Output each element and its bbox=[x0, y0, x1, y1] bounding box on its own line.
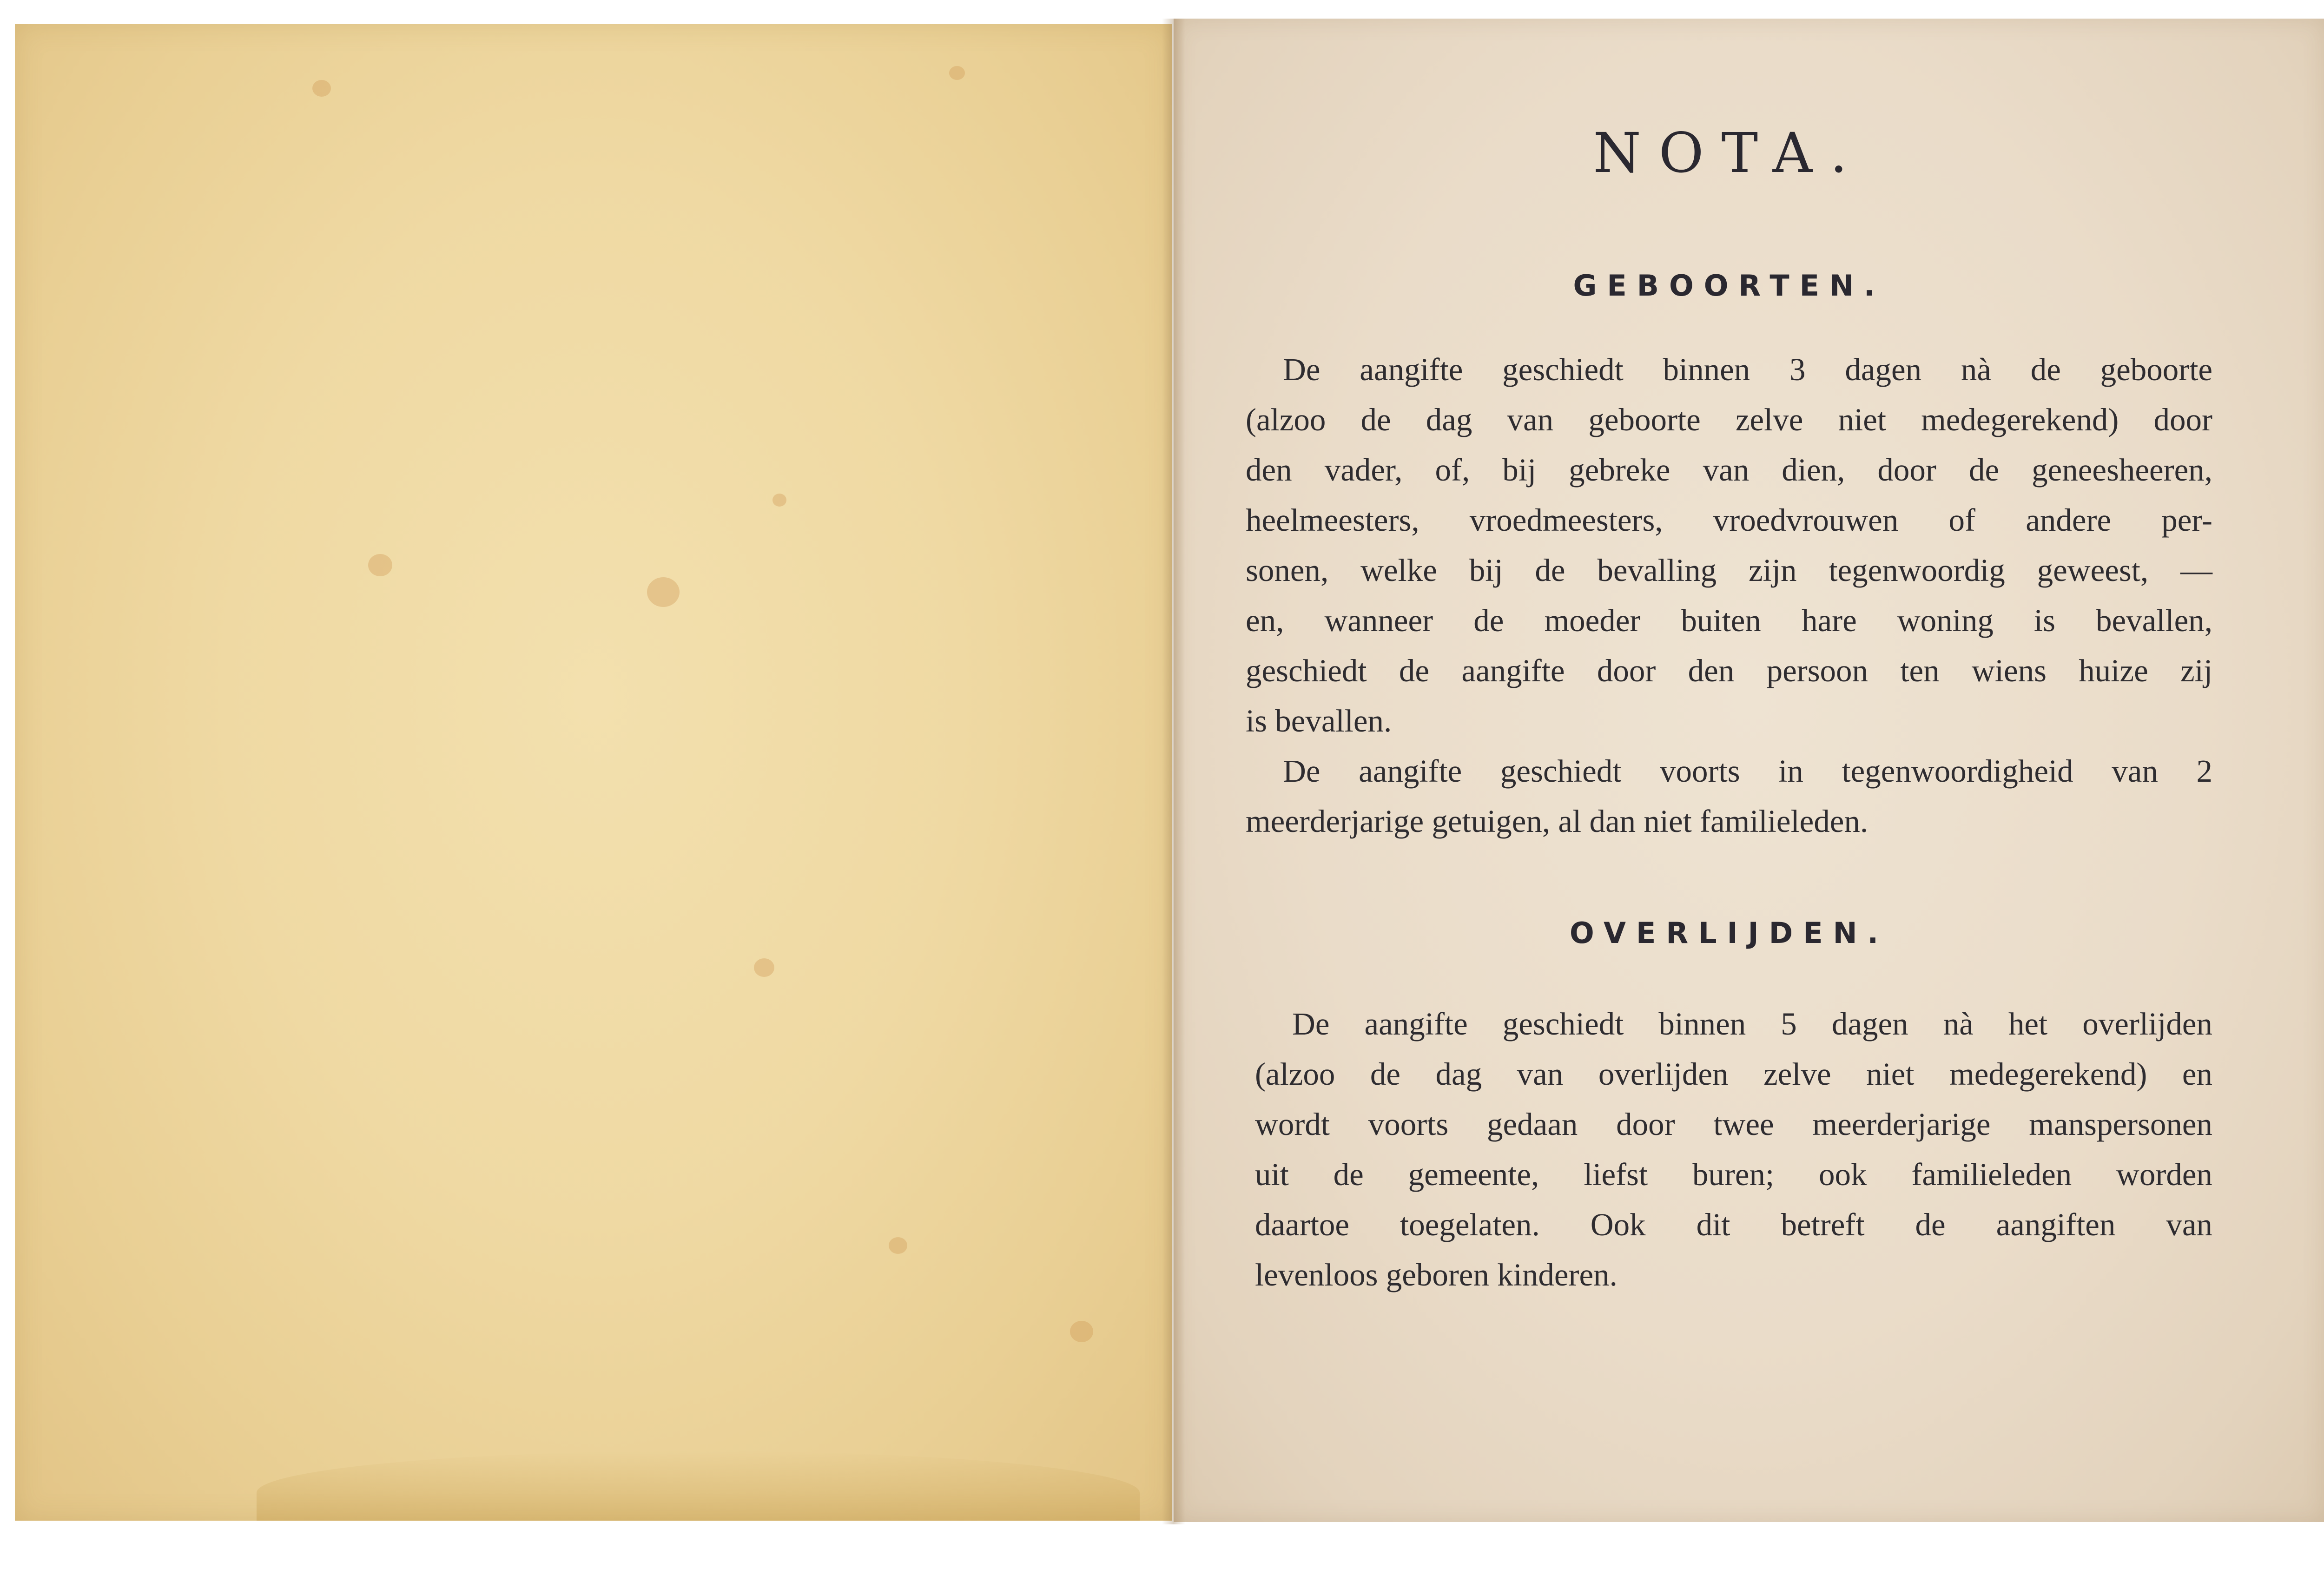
foxing-spot bbox=[949, 66, 965, 80]
paragraph-overlijden-1 bbox=[1255, 999, 2212, 1300]
section-heading-overlijden: OVERLIJDEN. bbox=[1569, 916, 1889, 950]
text-line: De aangifte geschiedt binnen 3 dagen nà de geboorte bbox=[1283, 352, 2212, 387]
water-stain bbox=[257, 1451, 1140, 1521]
foxing-spot bbox=[772, 494, 786, 507]
text-line: daartoe toegelaten. Ook dit betreft de aangiften van bbox=[1255, 1207, 2212, 1242]
text-line: (alzoo de dag van geboorte zelve niet medegerekend) door bbox=[1246, 402, 2212, 437]
text-line: De aangifte geschiedt voorts in tegenwoordigheid van 2 bbox=[1283, 753, 2212, 789]
text-line: meerderjarige getuigen, al dan niet familieleden. bbox=[1246, 804, 1868, 839]
foxing-spot bbox=[368, 554, 392, 576]
text-line: is bevallen. bbox=[1246, 703, 1392, 738]
foxing-spot bbox=[1070, 1321, 1093, 1342]
section-heading-geboorten: GEBOORTEN. bbox=[1573, 269, 1885, 303]
foxing-spot bbox=[754, 958, 774, 977]
nota-text-block bbox=[1246, 112, 2212, 1300]
foxing-spot bbox=[889, 1237, 907, 1254]
text-line: uit de gemeente, liefst buren; ook familieleden worden bbox=[1255, 1157, 2212, 1192]
paragraph-geboorten-1 bbox=[1246, 344, 2212, 746]
foxing-spot bbox=[647, 577, 680, 607]
text-line: en, wanneer de moeder buiten hare woning is bevallen, bbox=[1246, 603, 2212, 638]
text-line: De aangifte geschiedt binnen 5 dagen nà het overlijden bbox=[1292, 1006, 2212, 1042]
page-title: NOTA. bbox=[1593, 121, 1865, 185]
text-line: wordt voorts gedaan door twee meerderjarige manspersonen bbox=[1255, 1107, 2212, 1142]
text-line: (alzoo de dag van overlijden zelve niet medegerekend) en bbox=[1255, 1056, 2212, 1092]
book-spine-fold bbox=[1162, 19, 1185, 1524]
blank-left-page bbox=[15, 24, 1172, 1521]
text-line: sonen, welke bij de bevalling zijn tegenwoordig geweest, — bbox=[1246, 553, 2212, 588]
text-line: geschiedt de aangifte door den persoon ten wiens huize zij bbox=[1246, 653, 2212, 688]
text-line: heelmeesters, vroedmeesters, vroedvrouwen of andere per- bbox=[1246, 502, 2212, 538]
paragraph-geboorten-2 bbox=[1246, 746, 2212, 846]
text-line: levenloos geboren kinderen. bbox=[1255, 1257, 1618, 1292]
text-line: den vader, of, bij gebreke van dien, door de geneesheeren, bbox=[1246, 452, 2212, 488]
foxing-spot bbox=[312, 80, 331, 97]
